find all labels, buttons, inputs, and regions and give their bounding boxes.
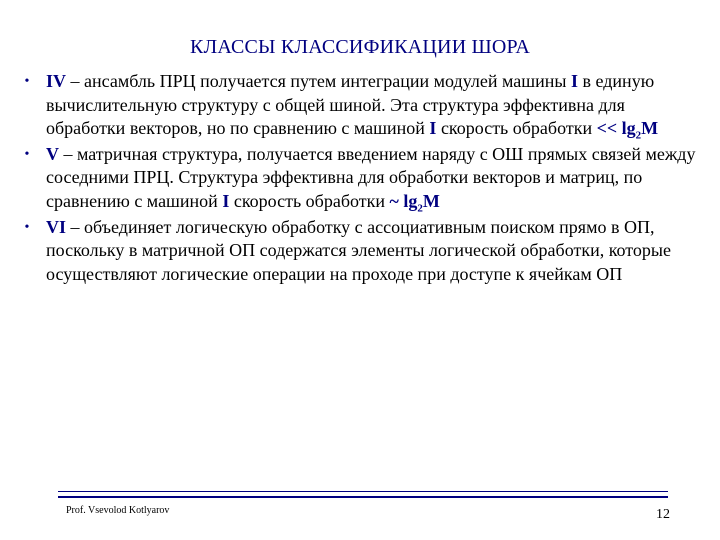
machine-ref: I	[429, 118, 437, 139]
item-text: – матричная структура, получается введением наряду с ОШ прямых связей между соседними ПРЦ. Структура эффективна для обработки векторов и матриц, по сравнению с машиной	[46, 143, 696, 211]
item-text: – ансамбль ПРЦ получается путем интеграции модулей машины	[66, 71, 571, 91]
speed-formula	[596, 118, 659, 142]
bullet-icon: •	[24, 74, 30, 89]
speed-suffix: M	[422, 190, 440, 211]
bullet-icon: •	[24, 219, 30, 235]
class-label: VI	[46, 216, 67, 237]
slide-title: КЛАССЫ КЛАССИФИКАЦИИ ШОРА	[190, 36, 530, 58]
bullet-icon: •	[24, 146, 30, 162]
class-label: V	[46, 143, 59, 164]
machine-ref: I	[571, 71, 579, 91]
speed-formula	[389, 190, 440, 215]
speed-prefix: << lg	[596, 118, 636, 139]
item-text: – объединяет логическую обработку с ассоциативным поиском прямо в ОП, поскольку в матричной ОП содержатся элементы логической обработки, которые осуществляют логические операции на проходе при доступе к ячейкам ОП	[46, 216, 672, 284]
speed-subscript: 2	[635, 129, 642, 142]
speed-subscript: 2	[417, 202, 423, 215]
item-text: скорость обработки	[229, 190, 390, 211]
bullet-item-iv	[20, 70, 700, 141]
item-text: в единую вычислительную структуру с общей шиной. Эта структура эффективна для обработки векторов, но по сравнению с машиной	[46, 71, 655, 139]
bullet-item-vi	[20, 216, 700, 287]
footer-author: Prof. Vsevolod Kotlyarov	[66, 505, 170, 516]
bullet-list	[20, 70, 700, 288]
speed-suffix: M	[641, 118, 659, 139]
bullet-item-v	[20, 143, 700, 214]
page-number: 12	[656, 507, 670, 522]
footer-divider	[58, 491, 668, 498]
machine-ref: I	[222, 190, 230, 211]
speed-prefix: ~ lg	[389, 190, 418, 211]
item-text: скорость обработки	[436, 118, 597, 139]
class-label: IV	[46, 71, 67, 91]
